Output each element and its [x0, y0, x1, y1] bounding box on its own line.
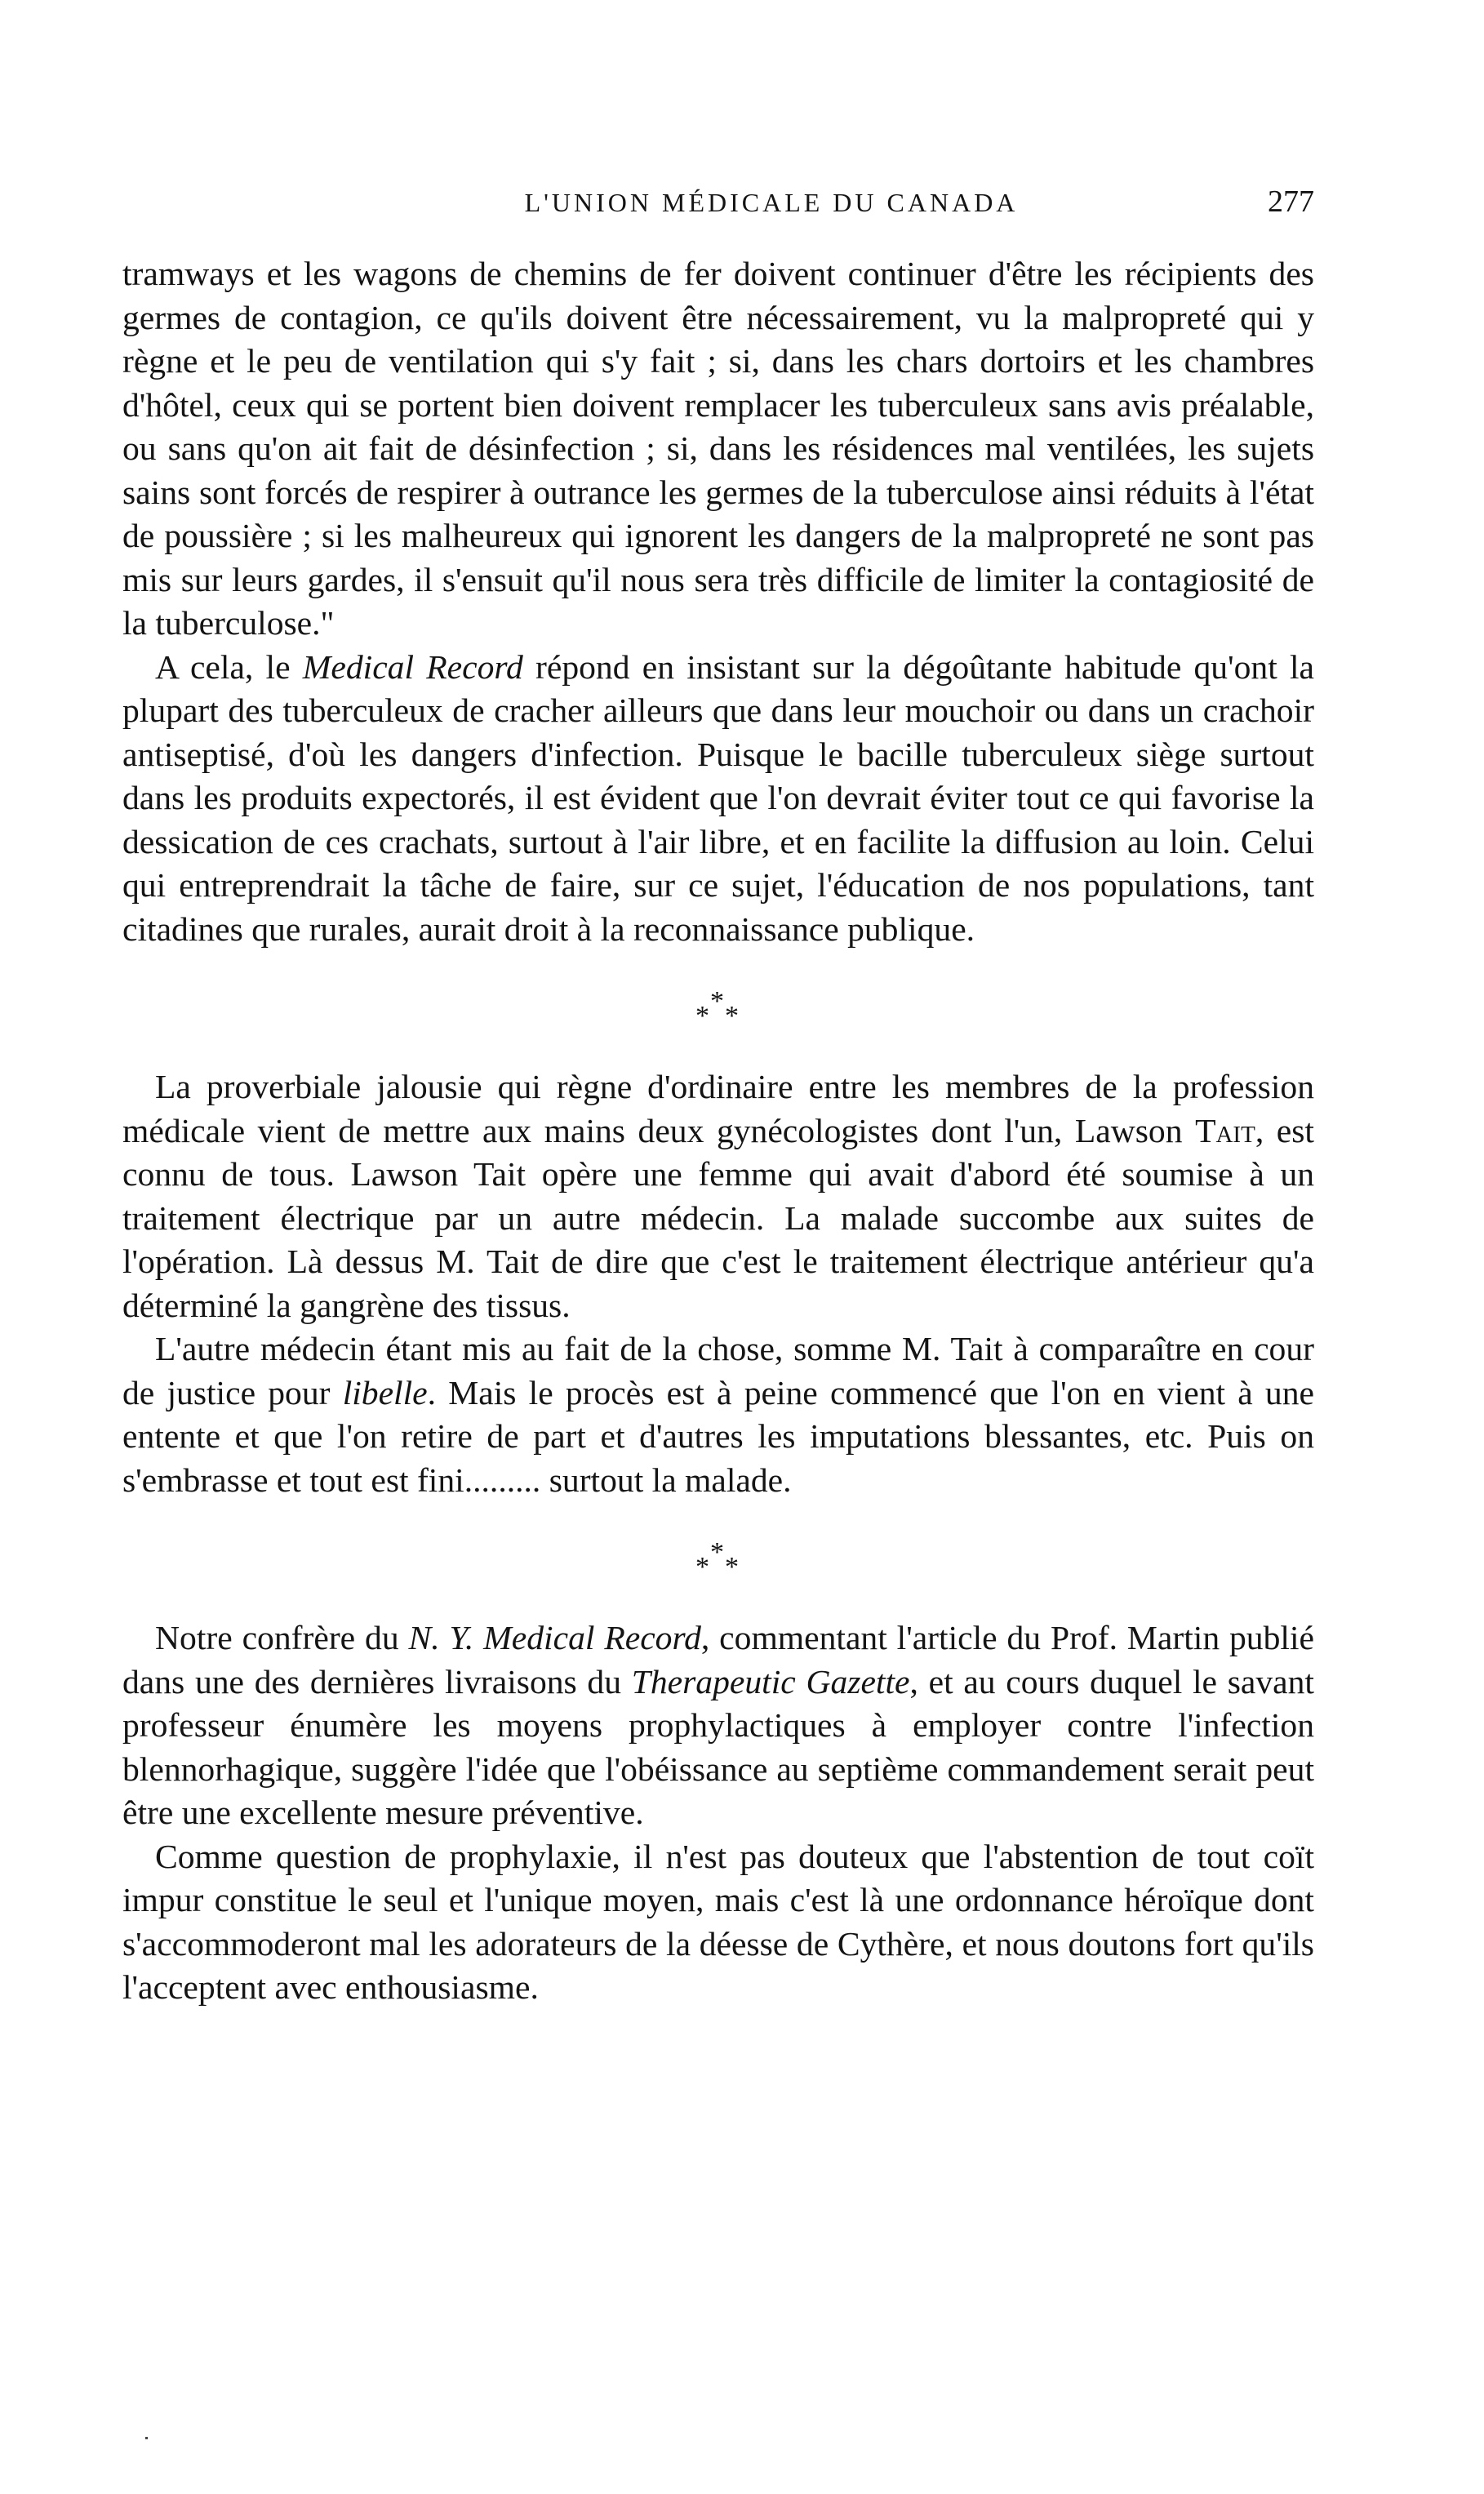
text-run: répond en insistant sur la dégoûtante habitude qu'ont la plupart des tuberculeux de cracher ailleurs que dans leur mouchoir ou dans un crachoir antiseptisé, d'où les dangers d'infection. Puisque le bacille tuberculeux siège surtout dans les produits expectorés, il est évident que l'on devrait éviter tout ce qui favorise la dessication de ces crachats, surtout à l'air libre, et en facilite la diffusion au loin. Celui qui entreprendrait la tâche de faire, sur ce sujet, l'éducation de nos populations, tant citadines que rurales, aurait droit à la reconnaissance publique. — [122, 647, 1314, 948]
paragraph-medical-record-reply — [122, 646, 1314, 952]
asterisk: * — [695, 1552, 709, 1582]
text-run: La proverbiale jalousie qui règne d'ordinaire entre les membres de la profession médicale vient de mettre aux mains deux gynécologistes dont l'un, Lawson — [122, 1068, 1314, 1149]
journal-title: Therapeutic Gazette — [631, 1662, 910, 1700]
running-title: L'UNION MÉDICALE DU CANADA — [524, 188, 1019, 217]
asterisk: * — [695, 1001, 709, 1031]
text-run: L'autre médecin étant mis au fait de la chose, somme M. Tait à comparaître en cour de justice pour — [122, 1330, 1314, 1411]
journal-title: Medical Record — [302, 647, 523, 686]
text-run: , commentant l'article du Prof. Martin publié dans une des dernières livraisons du — [122, 1619, 1314, 1700]
text-run: Notre confrère du — [155, 1619, 409, 1656]
asterisk: * — [725, 1552, 739, 1582]
journal-page — [122, 184, 1314, 2010]
asterisk: * — [710, 1537, 724, 1567]
asterisk: * — [725, 1001, 739, 1031]
text-run: , est connu de tous. Lawson Tait opère une femme qui avait d'abord été soumise à un traitement électrique par un autre médecin. La malade succombe aux suites de l'opération. Là dessus M. Tait de dire que c'est le traitement électrique antérieur qu'a déterminé la gangrène des tissus. — [122, 1111, 1314, 1324]
italic-term: libelle — [342, 1373, 428, 1411]
paragraph-prophylaxis-article — [122, 1616, 1314, 1835]
journal-title: N. Y. Medical Record — [408, 1619, 701, 1656]
paragraph-tuberculosis-quote: tramways et les wagons de chemins de fer doivent continuer d'être les récipients des germes de contagion, ce qu'ils doivent être nécessairement, vu la malpropreté qui y règne et le peu de ventilation qui s'y fait ; si, dans les chars dortoirs et les chambres d'hôtel, ceux qui se portent bien doivent remplacer les tuberculeux sans avis préalable, ou sans qu'on ait fait de désinfection ; si, dans les résidences mal ventilées, les sujets sains sont forcés de respirer à outrance les germes de la tuberculose ainsi réduits à l'état de poussière ; si les malheureux qui ignorent les dangers de la malpropreté ne sont pas mis sur leurs gardes, il s'ensuit qu'il nous sera très difficile de limiter la contagiosité de la tuberculose." — [122, 255, 1314, 642]
paragraph-libel-case — [122, 1327, 1314, 1502]
text-run: . Mais le procès est à peine commencé que l'on en vient à une entente et que l'on retire de part et d'autres les imputations blessantes, etc. Puis on s'embrasse et tout est fini......... surtout la malade. — [122, 1373, 1314, 1499]
asterism — [694, 988, 743, 1029]
paragraph-lawson-tait — [122, 1065, 1314, 1327]
page-header — [122, 184, 1314, 220]
asterism — [694, 1539, 743, 1580]
text-run: A cela, le — [155, 647, 303, 686]
page-number: 277 — [1268, 184, 1314, 219]
text-run: , et au cours duquel le savant professeur énumère les moyens prophylactiques à employer contre l'infection blennorhagique, suggère l'idée que l'obéissance au septième commandement serait peut être une excellente mesure préventive. — [122, 1662, 1314, 1831]
section-separator — [122, 951, 1314, 1065]
section-separator — [122, 1502, 1314, 1616]
print-speck — [145, 2437, 148, 2439]
surname-smallcaps: Tait — [1195, 1111, 1255, 1149]
asterisk: * — [710, 986, 724, 1016]
paragraph-prophylaxis-conclusion: Comme question de prophylaxie, il n'est pas douteux que l'abstention de tout coït impur constitue le seul et l'unique moyen, mais c'est là une ordonnance héroïque dont s'accommoderont mal les adorateurs de la déesse de Cythère, et nous doutons fort qu'ils l'acceptent avec enthousiasme. — [122, 1837, 1314, 2006]
